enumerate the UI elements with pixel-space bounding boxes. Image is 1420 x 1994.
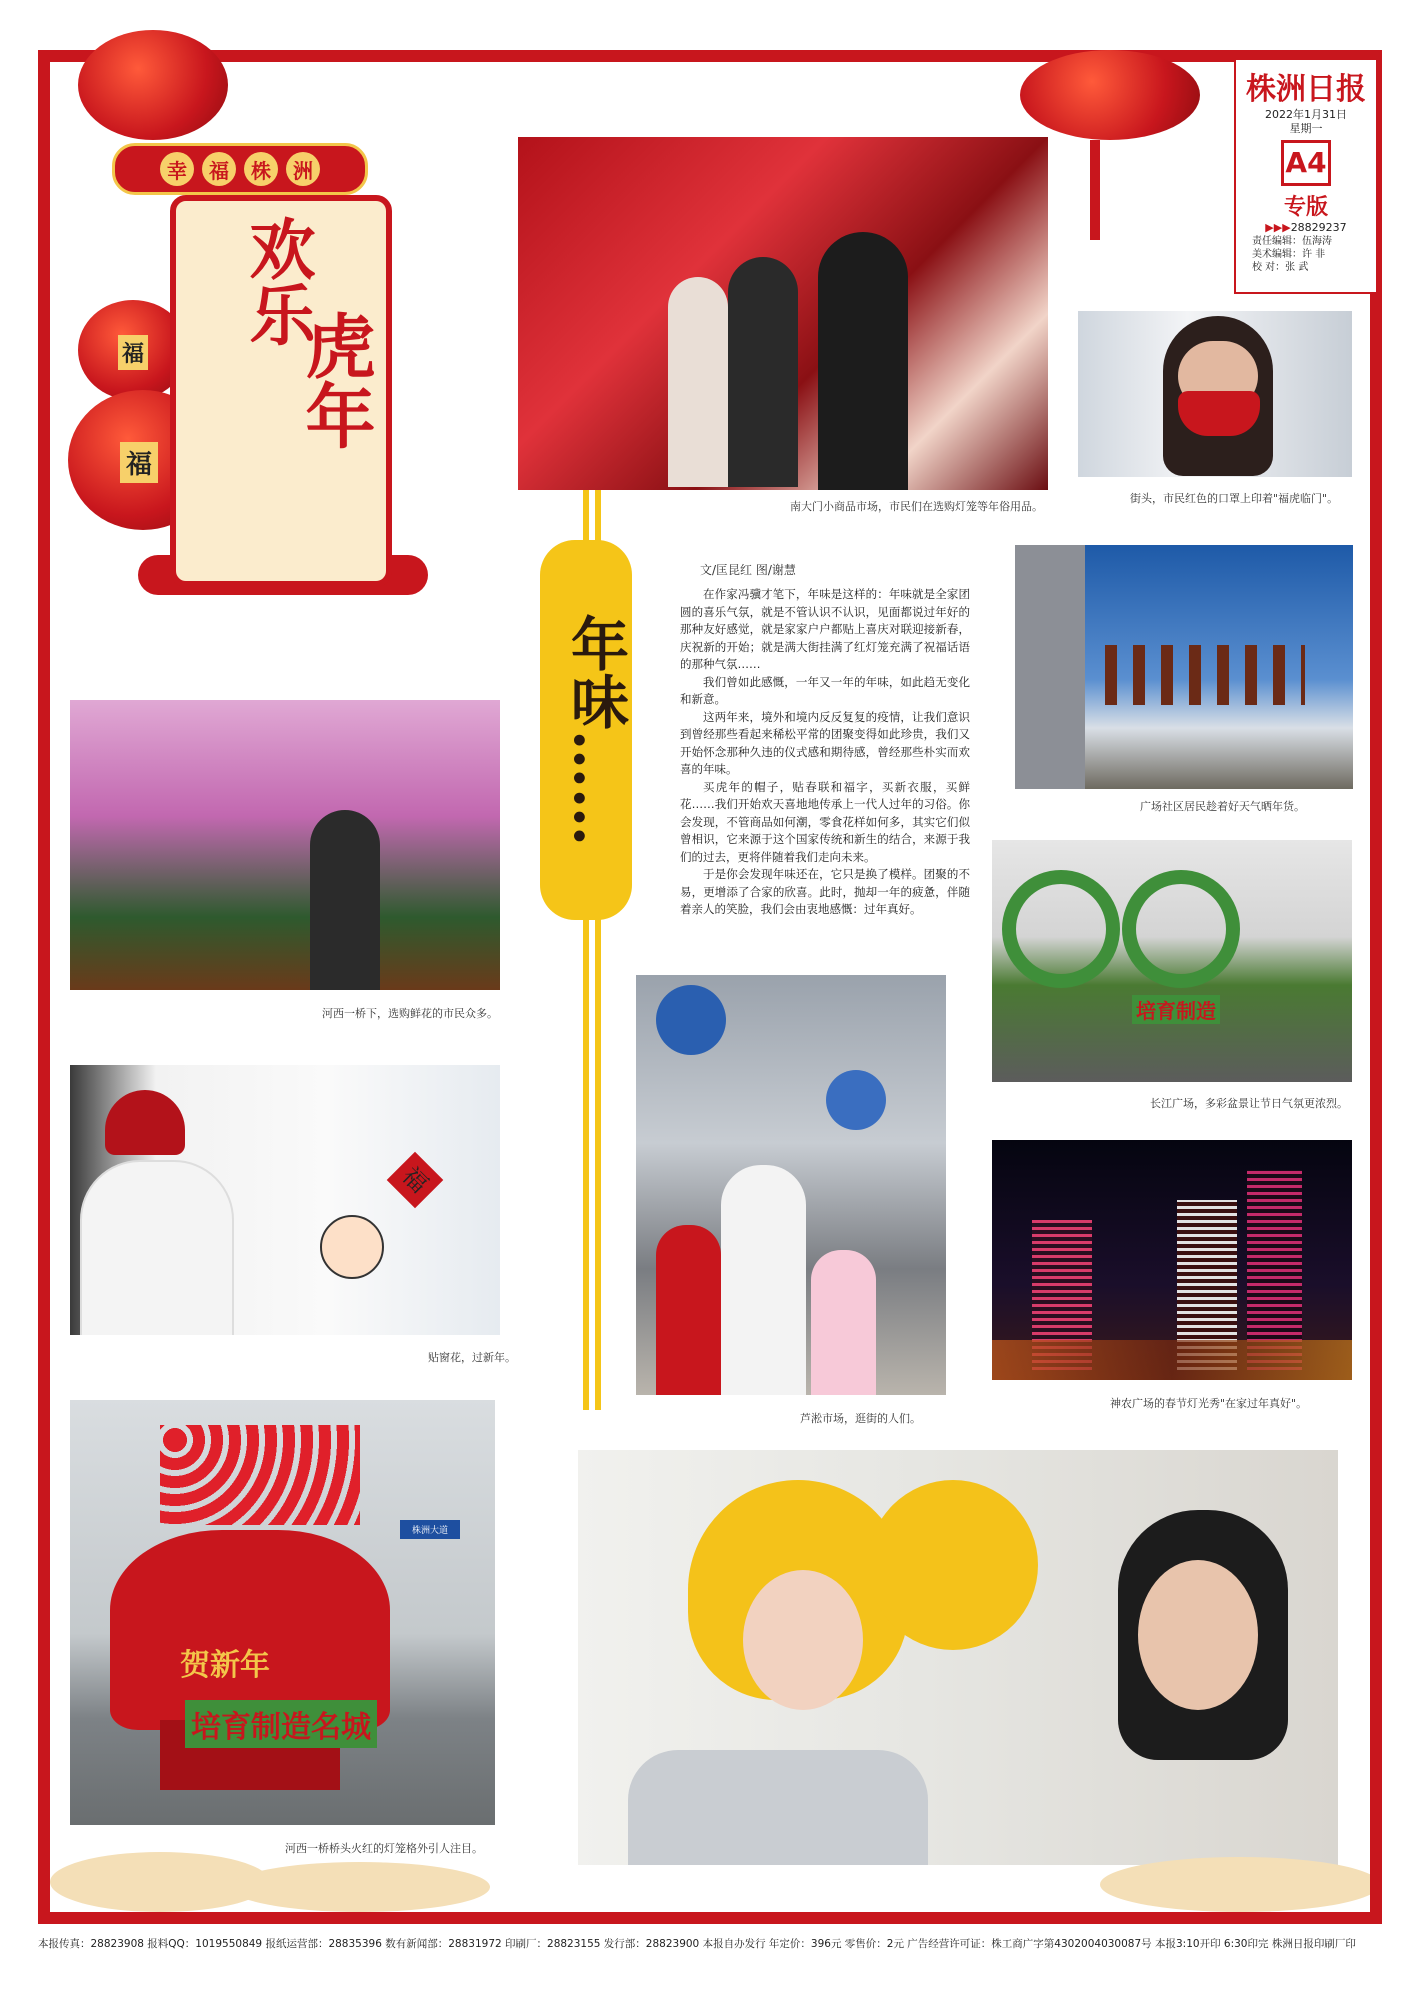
slogan-char: 株	[244, 152, 278, 186]
caption-orchid: 河西一桥下，选购鲜花的市民众多。	[322, 1007, 498, 1020]
photo-orchid	[70, 700, 500, 990]
caption-window: 贴窗花，过新年。	[428, 1351, 516, 1364]
section-name: 专版	[1283, 195, 1328, 220]
street-mother	[721, 1165, 806, 1395]
tiger-hat-2	[868, 1480, 1038, 1650]
lantern-char-2: 福	[120, 442, 158, 483]
editor-3: 校 对：张 武	[1252, 262, 1309, 273]
orchid-person	[310, 810, 380, 990]
article-byline: 文/匡昆红 图/谢慧	[700, 563, 796, 577]
photo-vase	[70, 1400, 495, 1825]
vase-he: 贺新年	[180, 1648, 270, 1683]
slogan-char: 洲	[286, 152, 320, 186]
article-heading: 年味……	[561, 614, 629, 846]
article-body	[680, 586, 970, 919]
photo-street	[636, 975, 946, 1395]
market-shopper-3	[668, 277, 728, 487]
vase-slogan: 培育制造名城	[185, 1700, 377, 1748]
market-shopper-2	[818, 232, 908, 490]
vase-lanterns-top	[160, 1425, 360, 1525]
garden-ring-2	[1122, 870, 1240, 988]
article-paragraph: 于是你会发现年味还在，它只是换了模样。团聚的不易，更增添了合家的欣喜。此时，抛却一年的疲惫，伴随着亲人的笑脸，我们会由衷地感慨：过年真好。	[680, 867, 970, 916]
article-paragraph: 这两年来，境外和境内反反复复的疫情，让我们意识到曾经那些看起来稀松平常的团聚变得如此珍贵，我们又开始怀念那种久违的仪式感和期待感，曾经那些朴实而欢喜的年味。	[680, 709, 970, 776]
slogan-pill	[112, 143, 368, 195]
tiger-jacket	[628, 1750, 928, 1865]
article-paragraph: 在作家冯骥才笔下，年味是这样的：年味就是全家团圆的喜乐气氛，就是不管认识不认识，见面都说过年好的那种友好感觉，就是家家户户都贴上喜庆对联迎接新春，庆祝新的开始；就是满大街挂满了红灯笼充满了祝福话语的那种气氛……	[680, 587, 970, 671]
photo-window	[70, 1065, 500, 1335]
slogan-char: 福	[202, 152, 236, 186]
cloud-band	[50, 1850, 1370, 1912]
tassel-right	[1090, 140, 1100, 240]
lantern-char-1: 福	[118, 335, 148, 370]
window-cartoon	[320, 1215, 384, 1279]
window-hat	[105, 1090, 185, 1155]
garden-ring-1	[1002, 870, 1120, 988]
editor-2: 美术编辑：许 非	[1252, 249, 1326, 260]
phone-number: 28829237	[1290, 221, 1347, 234]
article-paragraph: 买虎年的帽子，贴春联和福字，买新衣服，买鲜花……我们开始欢天喜地地传承上一代人过年的习俗。你会发现，不管商品如何潮，零食花样如何多，其实它们似曾相识，它来源于这个国家传统和新生的结合，来源于我们的过去，更将伴随着我们走向未来。	[680, 779, 970, 864]
street-girl	[811, 1250, 876, 1395]
lantern-top-right	[1020, 50, 1200, 140]
window-coat	[80, 1160, 234, 1335]
arrow-icon: ▶▶▶	[1265, 221, 1291, 234]
caption-garden: 长江广场，多彩盆景让节日气氛更浓烈。	[1150, 1097, 1348, 1110]
street-balloon-2	[826, 1070, 886, 1130]
page-number: A4	[1281, 140, 1331, 186]
photo-garden	[992, 840, 1352, 1082]
night-street	[992, 1340, 1352, 1380]
photo-tiger	[578, 1450, 1338, 1865]
masthead-date: 2022年1月31日	[1265, 108, 1347, 121]
photo-market	[518, 137, 1048, 490]
masthead	[1234, 58, 1378, 294]
cloud	[230, 1862, 490, 1912]
sausage-row	[1105, 645, 1305, 705]
photo-mask	[1078, 311, 1352, 477]
caption-street: 芦淞市场，逛街的人们。	[800, 1412, 921, 1425]
page-footer: 本报传真：28823908 报料QQ：1019550849 报纸运营部：28835396 数有新闻部：28831972 印刷厂：28823155 发行部：28823900 本报自办发行 年定价：396元 零售价：2元 广告经营许可证：株工商广字第4302004030087号 本报3:10开印 6:30印完 株洲日报印刷厂印	[38, 1938, 1356, 1950]
masthead-weekday: 星期一	[1289, 122, 1323, 135]
title-line1: 欢乐	[238, 215, 316, 347]
article-paragraph: 我们曾如此感慨，一年又一年的年味，如此趋无变化和新意。	[680, 674, 970, 706]
red-mask	[1178, 391, 1260, 436]
street-balloon-1	[656, 985, 726, 1055]
cloud	[1100, 1857, 1370, 1912]
garden-sign: 培育制造	[1132, 995, 1220, 1024]
caption-vase: 河西一桥桥头火红的灯笼格外引人注目。	[285, 1842, 483, 1855]
window-fu: 福	[387, 1152, 444, 1209]
market-shopper-1	[728, 257, 798, 487]
slogan-char: 幸	[160, 152, 194, 186]
caption-market: 南大门小商品市场，市民们在选购灯笼等年俗用品。	[790, 500, 1043, 513]
road-sign: 株洲大道	[400, 1520, 460, 1539]
tiger-woman-face	[1138, 1560, 1258, 1710]
photo-sausage	[1015, 545, 1353, 789]
masthead-phone	[1236, 221, 1376, 235]
editor-1: 责任编辑：伍海涛	[1252, 236, 1332, 247]
caption-mask: 街头，市民红色的口罩上印着"福虎临门"。	[1130, 492, 1339, 505]
caption-sausage: 广场社区居民趁着好天气晒年货。	[1140, 800, 1305, 813]
lantern-top	[78, 30, 228, 140]
caption-night: 神农广场的春节灯光秀"在家过年真好"。	[1110, 1397, 1308, 1410]
photo-night	[992, 1140, 1352, 1380]
tiger-face-1	[743, 1570, 863, 1710]
title-line2: 虎年	[294, 310, 377, 450]
sausage-building	[1015, 545, 1085, 789]
masthead-logo: 株洲日报	[1246, 72, 1366, 107]
street-boy	[656, 1225, 721, 1395]
